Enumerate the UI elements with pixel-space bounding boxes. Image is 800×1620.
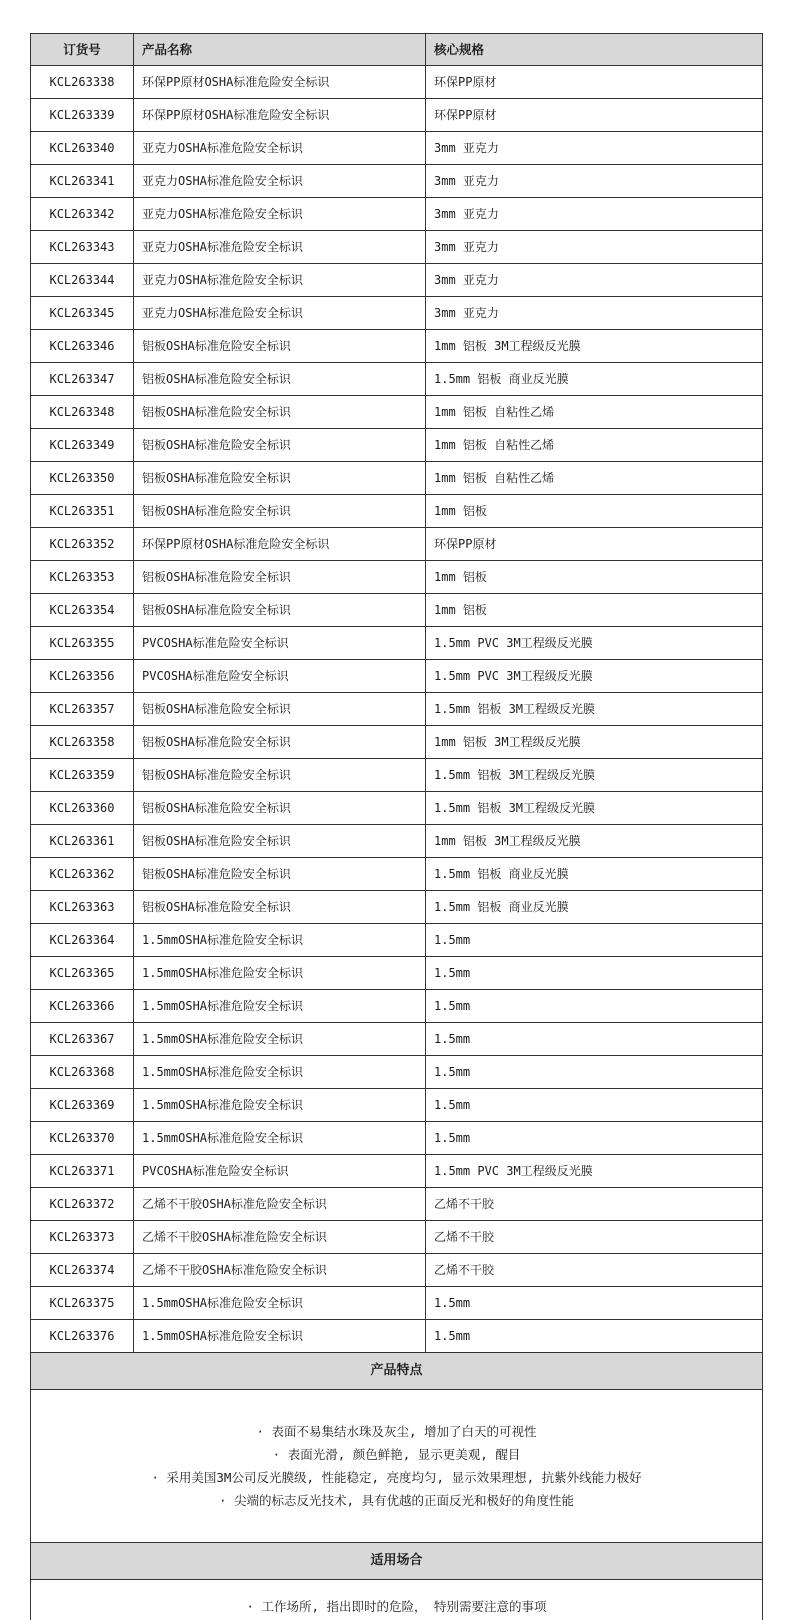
order-code-cell: KCL263374 [31, 1254, 134, 1287]
order-code-cell: KCL263353 [31, 561, 134, 594]
core-spec-cell: 1.5mm [426, 1320, 763, 1353]
core-spec-cell: 1.5mm [426, 1287, 763, 1320]
features-body-row [31, 1390, 763, 1543]
product-table-body [31, 66, 763, 1353]
product-table [30, 33, 763, 1620]
info-sections [31, 1353, 763, 1620]
product-name-cell: 1.5mmOSHA标准危险安全标识 [134, 1122, 426, 1155]
core-spec-cell: 3mm 亚克力 [426, 297, 763, 330]
core-spec-cell: 3mm 亚克力 [426, 132, 763, 165]
product-name-cell: 亚克力OSHA标准危险安全标识 [134, 132, 426, 165]
product-name-cell: 环保PP原材OSHA标准危险安全标识 [134, 528, 426, 561]
table-row [31, 198, 763, 231]
product-name-cell: 铝板OSHA标准危险安全标识 [134, 825, 426, 858]
product-name-cell: 铝板OSHA标准危险安全标识 [134, 429, 426, 462]
table-row [31, 1221, 763, 1254]
table-row [31, 66, 763, 99]
product-name-cell: 铝板OSHA标准危险安全标识 [134, 594, 426, 627]
core-spec-cell: 1.5mm [426, 1122, 763, 1155]
order-code-cell: KCL263356 [31, 660, 134, 693]
column-header-core-spec: 核心规格 [426, 34, 763, 66]
table-row [31, 660, 763, 693]
product-name-cell: 乙烯不干胶OSHA标准危险安全标识 [134, 1188, 426, 1221]
table-row [31, 693, 763, 726]
product-name-cell: PVCOSHA标准危险安全标识 [134, 660, 426, 693]
core-spec-cell: 1mm 铝板 自粘性乙烯 [426, 429, 763, 462]
table-row [31, 99, 763, 132]
product-name-cell: 1.5mmOSHA标准危险安全标识 [134, 990, 426, 1023]
table-row [31, 132, 763, 165]
table-row [31, 165, 763, 198]
column-header-order-code: 订货号 [31, 34, 134, 66]
features-section-title: 产品特点 [31, 1353, 763, 1390]
core-spec-cell: 乙烯不干胶 [426, 1254, 763, 1287]
product-name-cell: 铝板OSHA标准危险安全标识 [134, 495, 426, 528]
core-spec-cell: 1mm 铝板 自粘性乙烯 [426, 462, 763, 495]
core-spec-cell: 乙烯不干胶 [426, 1221, 763, 1254]
table-row [31, 561, 763, 594]
product-name-cell: 铝板OSHA标准危险安全标识 [134, 759, 426, 792]
table-row [31, 297, 763, 330]
order-code-cell: KCL263371 [31, 1155, 134, 1188]
occasions-header-row [31, 1543, 763, 1580]
core-spec-cell: 1.5mm [426, 990, 763, 1023]
core-spec-cell: 1mm 铝板 3M工程级反光膜 [426, 726, 763, 759]
table-row [31, 891, 763, 924]
column-header-product-name: 产品名称 [134, 34, 426, 66]
product-name-cell: 铝板OSHA标准危险安全标识 [134, 363, 426, 396]
order-code-cell: KCL263342 [31, 198, 134, 231]
order-code-cell: KCL263351 [31, 495, 134, 528]
table-row [31, 627, 763, 660]
core-spec-cell: 3mm 亚克力 [426, 264, 763, 297]
product-name-cell: 环保PP原材OSHA标准危险安全标识 [134, 66, 426, 99]
core-spec-cell: 1mm 铝板 [426, 594, 763, 627]
table-row [31, 1023, 763, 1056]
core-spec-cell: 环保PP原材 [426, 66, 763, 99]
order-code-cell: KCL263376 [31, 1320, 134, 1353]
core-spec-cell: 1.5mm [426, 1089, 763, 1122]
product-name-cell: 铝板OSHA标准危险安全标识 [134, 693, 426, 726]
table-row [31, 1056, 763, 1089]
order-code-cell: KCL263364 [31, 924, 134, 957]
product-name-cell: PVCOSHA标准危险安全标识 [134, 1155, 426, 1188]
order-code-cell: KCL263355 [31, 627, 134, 660]
product-name-cell: 乙烯不干胶OSHA标准危险安全标识 [134, 1221, 426, 1254]
core-spec-cell: 1.5mm 铝板 商业反光膜 [426, 891, 763, 924]
core-spec-cell: 1.5mm [426, 924, 763, 957]
product-name-cell: 亚克力OSHA标准危险安全标识 [134, 264, 426, 297]
table-row [31, 264, 763, 297]
header-row [31, 34, 763, 66]
product-name-cell: 1.5mmOSHA标准危险安全标识 [134, 1287, 426, 1320]
product-name-cell: 环保PP原材OSHA标准危险安全标识 [134, 99, 426, 132]
order-code-cell: KCL263357 [31, 693, 134, 726]
core-spec-cell: 1mm 铝板 [426, 495, 763, 528]
core-spec-cell: 1.5mm PVC 3M工程级反光膜 [426, 627, 763, 660]
table-row [31, 957, 763, 990]
order-code-cell: KCL263343 [31, 231, 134, 264]
occasions-section-title: 适用场合 [31, 1543, 763, 1580]
table-row [31, 990, 763, 1023]
core-spec-cell: 3mm 亚克力 [426, 231, 763, 264]
product-table-header [31, 34, 763, 66]
core-spec-cell: 1.5mm [426, 1023, 763, 1056]
table-row [31, 330, 763, 363]
order-code-cell: KCL263360 [31, 792, 134, 825]
order-code-cell: KCL263349 [31, 429, 134, 462]
product-name-cell: 1.5mmOSHA标准危险安全标识 [134, 1089, 426, 1122]
table-row [31, 363, 763, 396]
product-name-cell: 1.5mmOSHA标准危险安全标识 [134, 1056, 426, 1089]
product-name-cell: 铝板OSHA标准危险安全标识 [134, 891, 426, 924]
table-row [31, 759, 763, 792]
product-name-cell: 铝板OSHA标准危险安全标识 [134, 792, 426, 825]
table-row [31, 1155, 763, 1188]
table-row [31, 726, 763, 759]
order-code-cell: KCL263372 [31, 1188, 134, 1221]
order-code-cell: KCL263361 [31, 825, 134, 858]
order-code-cell: KCL263346 [31, 330, 134, 363]
order-code-cell: KCL263350 [31, 462, 134, 495]
order-code-cell: KCL263344 [31, 264, 134, 297]
core-spec-cell: 1.5mm 铝板 商业反光膜 [426, 363, 763, 396]
product-name-cell: 铝板OSHA标准危险安全标识 [134, 462, 426, 495]
order-code-cell: KCL263358 [31, 726, 134, 759]
product-name-cell: 铝板OSHA标准危险安全标识 [134, 330, 426, 363]
table-row [31, 462, 763, 495]
core-spec-cell: 1mm 铝板 自粘性乙烯 [426, 396, 763, 429]
table-row [31, 1188, 763, 1221]
table-row [31, 528, 763, 561]
product-name-cell: 亚克力OSHA标准危险安全标识 [134, 297, 426, 330]
core-spec-cell: 环保PP原材 [426, 528, 763, 561]
features-list [31, 1390, 763, 1543]
order-code-cell: KCL263359 [31, 759, 134, 792]
table-row [31, 1287, 763, 1320]
product-name-cell: 乙烯不干胶OSHA标准危险安全标识 [134, 1254, 426, 1287]
occasion-item: · 工作场所, 指出即时的危险， 特别需要注意的事项 [246, 1599, 547, 1614]
table-row [31, 429, 763, 462]
product-name-cell: 1.5mmOSHA标准危险安全标识 [134, 957, 426, 990]
core-spec-cell: 1.5mm [426, 1056, 763, 1089]
order-code-cell: KCL263367 [31, 1023, 134, 1056]
core-spec-cell: 3mm 亚克力 [426, 198, 763, 231]
core-spec-cell: 3mm 亚克力 [426, 165, 763, 198]
table-row [31, 1320, 763, 1353]
table-row [31, 825, 763, 858]
order-code-cell: KCL263369 [31, 1089, 134, 1122]
core-spec-cell: 1mm 铝板 3M工程级反光膜 [426, 330, 763, 363]
product-name-cell: PVCOSHA标准危险安全标识 [134, 627, 426, 660]
order-code-cell: KCL263340 [31, 132, 134, 165]
order-code-cell: KCL263362 [31, 858, 134, 891]
table-row [31, 231, 763, 264]
order-code-cell: KCL263354 [31, 594, 134, 627]
order-code-cell: KCL263363 [31, 891, 134, 924]
order-code-cell: KCL263370 [31, 1122, 134, 1155]
table-row [31, 792, 763, 825]
order-code-cell: KCL263341 [31, 165, 134, 198]
features-header-row [31, 1353, 763, 1390]
core-spec-cell: 1.5mm PVC 3M工程级反光膜 [426, 660, 763, 693]
core-spec-cell: 1.5mm 铝板 3M工程级反光膜 [426, 693, 763, 726]
core-spec-cell: 1.5mm PVC 3M工程级反光膜 [426, 1155, 763, 1188]
core-spec-cell: 1.5mm [426, 957, 763, 990]
core-spec-cell: 1mm 铝板 3M工程级反光膜 [426, 825, 763, 858]
product-name-cell: 亚克力OSHA标准危险安全标识 [134, 231, 426, 264]
product-name-cell: 1.5mmOSHA标准危险安全标识 [134, 924, 426, 957]
core-spec-cell: 环保PP原材 [426, 99, 763, 132]
feature-item: · 表面光滑, 颜色鲜艳, 显示更美观, 醒目 [272, 1447, 521, 1462]
order-code-cell: KCL263352 [31, 528, 134, 561]
order-code-cell: KCL263348 [31, 396, 134, 429]
core-spec-cell: 1.5mm 铝板 商业反光膜 [426, 858, 763, 891]
order-code-cell: KCL263339 [31, 99, 134, 132]
order-code-cell: KCL263365 [31, 957, 134, 990]
order-code-cell: KCL263373 [31, 1221, 134, 1254]
table-row [31, 396, 763, 429]
order-code-cell: KCL263368 [31, 1056, 134, 1089]
table-row [31, 1122, 763, 1155]
feature-item: · 表面不易集结水珠及灰尘, 增加了白天的可视性 [256, 1424, 537, 1439]
product-name-cell: 亚克力OSHA标准危险安全标识 [134, 198, 426, 231]
product-name-cell: 铝板OSHA标准危险安全标识 [134, 561, 426, 594]
order-code-cell: KCL263338 [31, 66, 134, 99]
table-row [31, 594, 763, 627]
core-spec-cell: 1.5mm 铝板 3M工程级反光膜 [426, 792, 763, 825]
core-spec-cell: 1.5mm 铝板 3M工程级反光膜 [426, 759, 763, 792]
product-name-cell: 亚克力OSHA标准危险安全标识 [134, 165, 426, 198]
product-name-cell: 1.5mmOSHA标准危险安全标识 [134, 1320, 426, 1353]
table-row [31, 495, 763, 528]
occasions-body-row [31, 1580, 763, 1620]
table-row [31, 1089, 763, 1122]
occasions-list [31, 1580, 763, 1620]
order-code-cell: KCL263375 [31, 1287, 134, 1320]
order-code-cell: KCL263347 [31, 363, 134, 396]
order-code-cell: KCL263345 [31, 297, 134, 330]
feature-item: · 采用美国3M公司反光膜级, 性能稳定, 亮度均匀, 显示效果理想, 抗紫外线能力极好 [151, 1470, 642, 1485]
table-row [31, 1254, 763, 1287]
table-row [31, 858, 763, 891]
product-name-cell: 铝板OSHA标准危险安全标识 [134, 726, 426, 759]
core-spec-cell: 1mm 铝板 [426, 561, 763, 594]
product-name-cell: 1.5mmOSHA标准危险安全标识 [134, 1023, 426, 1056]
feature-item: · 尖端的标志反光技术, 具有优越的正面反光和极好的角度性能 [218, 1493, 575, 1508]
product-name-cell: 铝板OSHA标准危险安全标识 [134, 396, 426, 429]
order-code-cell: KCL263366 [31, 990, 134, 1023]
table-row [31, 924, 763, 957]
core-spec-cell: 乙烯不干胶 [426, 1188, 763, 1221]
product-name-cell: 铝板OSHA标准危险安全标识 [134, 858, 426, 891]
